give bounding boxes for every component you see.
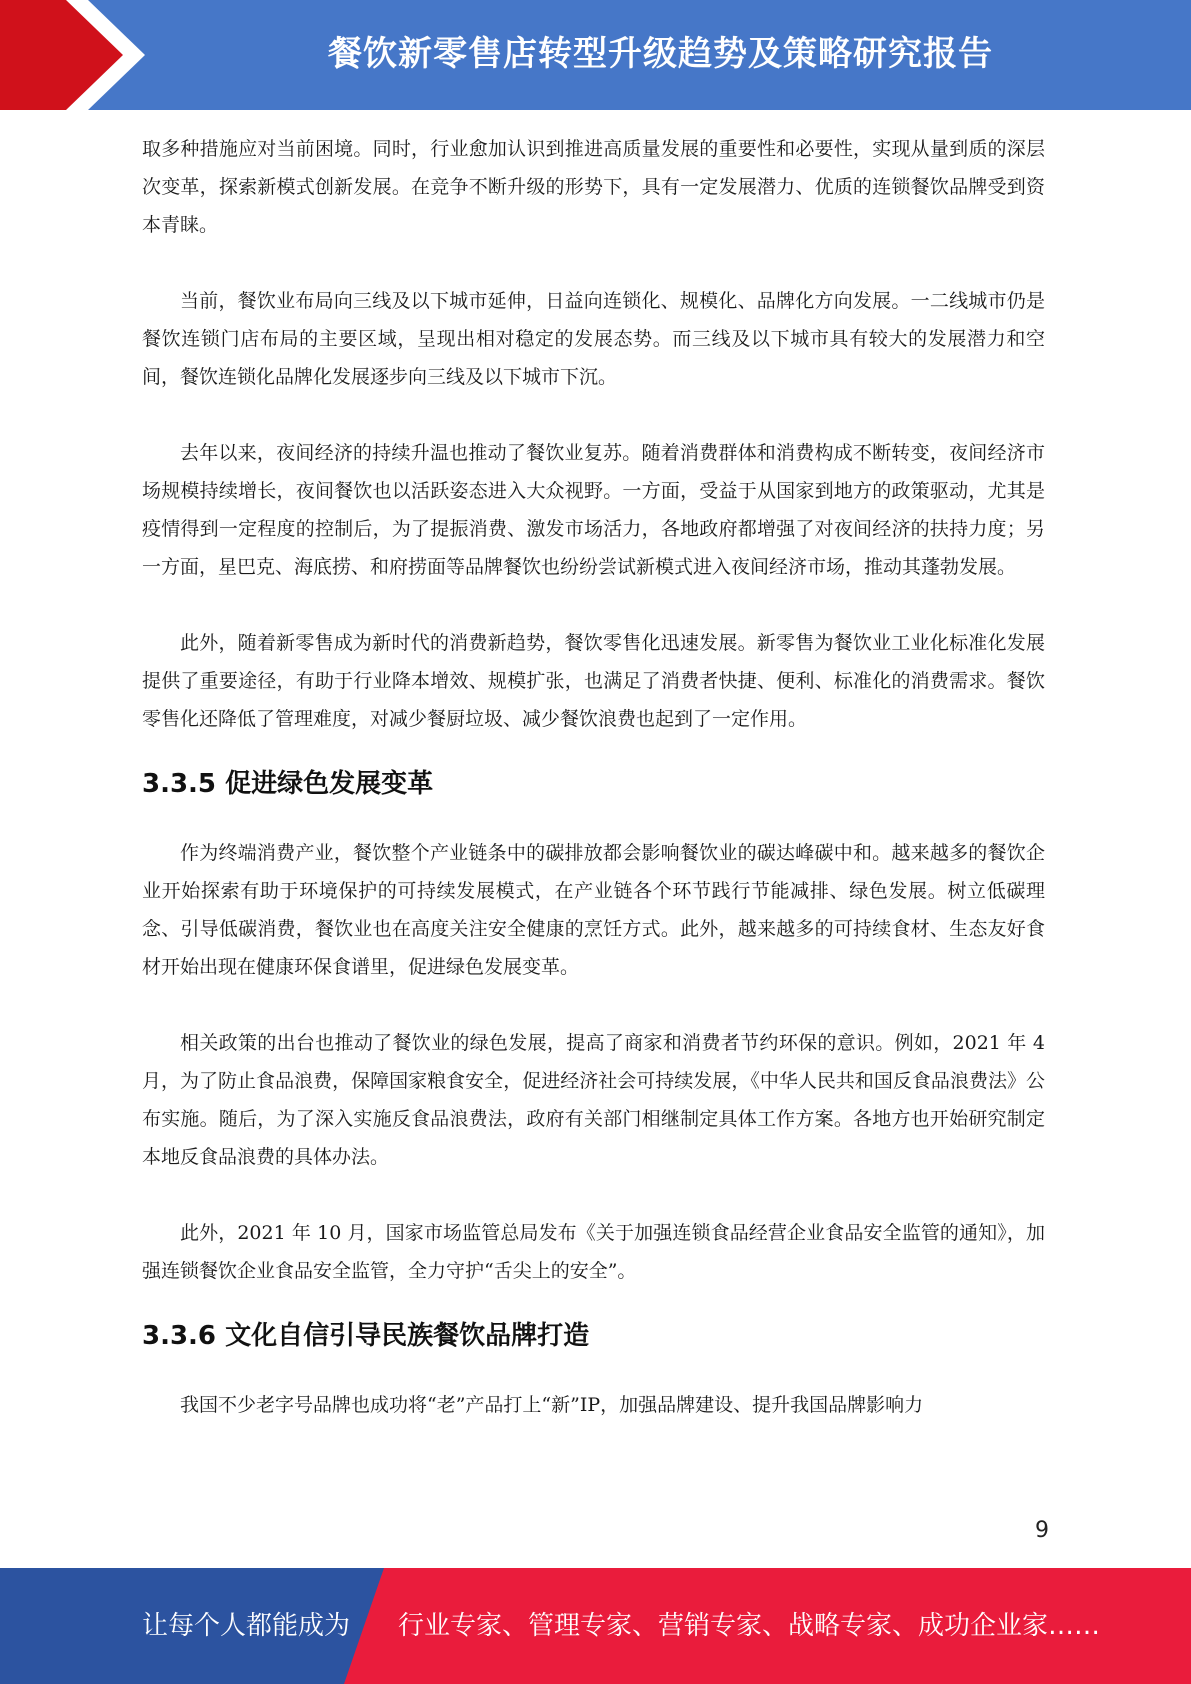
section-heading: 3.3.5 促进绿色发展变革 bbox=[142, 769, 434, 799]
header-bar bbox=[0, 0, 1191, 110]
header-arrow-decoration bbox=[0, 0, 160, 110]
paragraph: 作为终端消费产业，餐饮整个产业链条中的碳排放都会影响餐饮业的碳达峰碳中和。越来越多的餐饮企业开始探索有助于环境保护的可持续发展模式，在产业链各个环节践行节能减排、绿色发展。树立低碳理念、引导低碳消费，餐饮业也在高度关注安全健康的烹饪方式。此外，越来越多的可持续食材、生态友好食材开始出现在健康环保食谱里，促进绿色发展变革。 bbox=[142, 842, 1045, 978]
paragraph: 当前，餐饮业布局向三线及以下城市延伸，日益向连锁化、规模化、品牌化方向发展。一二线城市仍是餐饮连锁门店布局的主要区域，呈现出相对稳定的发展态势。而三线及以下城市具有较大的发展潜力和空间，餐饮连锁化品牌化发展逐步向三线及以下城市下沉。 bbox=[142, 290, 1045, 388]
footer-banner bbox=[0, 1568, 1191, 1684]
paragraph: 此外，随着新零售成为新时代的消费新趋势，餐饮零售化迅速发展。新零售为餐饮业工业化标准化发展提供了重要途径，有助于行业降本增效、规模扩张，也满足了消费者快捷、便利、标准化的消费需求。餐饮零售化还降低了管理难度，对减少餐厨垃圾、减少餐饮浪费也起到了一定作用。 bbox=[142, 632, 1045, 730]
paragraph: 此外，2021 年 10 月，国家市场监管总局发布《关于加强连锁食品经营企业食品安全监管的通知》，加强连锁餐饮企业食品安全监管，全力守护“舌尖上的安全”。 bbox=[142, 1222, 1045, 1282]
paragraph: 去年以来，夜间经济的持续升温也推动了餐饮业复苏。随着消费群体和消费构成不断转变，夜间经济市场规模持续增长，夜间餐饮也以活跃姿态进入大众视野。一方面，受益于从国家到地方的政策驱动，尤其是疫情得到一定程度的控制后，为了提振消费、激发市场活力，各地政府都增强了对夜间经济的扶持力度；另一方面，星巴克、海底捞、和府捞面等品牌餐饮也纷纷尝试新模式进入夜间经济市场，推动其蓬勃发展。 bbox=[142, 442, 1045, 578]
paragraph: 相关政策的出台也推动了餐饮业的绿色发展，提高了商家和消费者节约环保的意识。例如，2021 年 4 月，为了防止食品浪费，保障国家粮食安全，促进经济社会可持续发展，《中华人民共和国反食品浪费法》公布实施。随后，为了深入实施反食品浪费法，政府有关部门相继制定具体工作方案。各地方也开始研究制定本地反食品浪费的具体办法。 bbox=[142, 1032, 1045, 1168]
paragraph: 取多种措施应对当前困境。同时，行业愈加认识到推进高质量发展的重要性和必要性，实现从量到质的深层次变革，探索新模式创新发展。在竞争不断升级的形势下，具有一定发展潜力、优质的连锁餐饮品牌受到资本青睐。 bbox=[142, 138, 1045, 236]
main-content bbox=[142, 130, 1045, 1424]
page-number: 9 bbox=[1035, 1518, 1049, 1543]
report-title: 餐饮新零售店转型升级趋势及策略研究报告 bbox=[328, 34, 993, 74]
section-heading: 3.3.6 文化自信引导民族餐饮品牌打造 bbox=[142, 1321, 590, 1351]
footer-slogan-left: 让每个人都能成为 bbox=[142, 1611, 351, 1641]
paragraph: 我国不少老字号品牌也成功将“老”产品打上“新”IP，加强品牌建设、提升我国品牌影响力 bbox=[180, 1394, 924, 1416]
footer-slogan-right: 行业专家、管理专家、营销专家、战略专家、成功企业家…… bbox=[398, 1611, 1101, 1641]
